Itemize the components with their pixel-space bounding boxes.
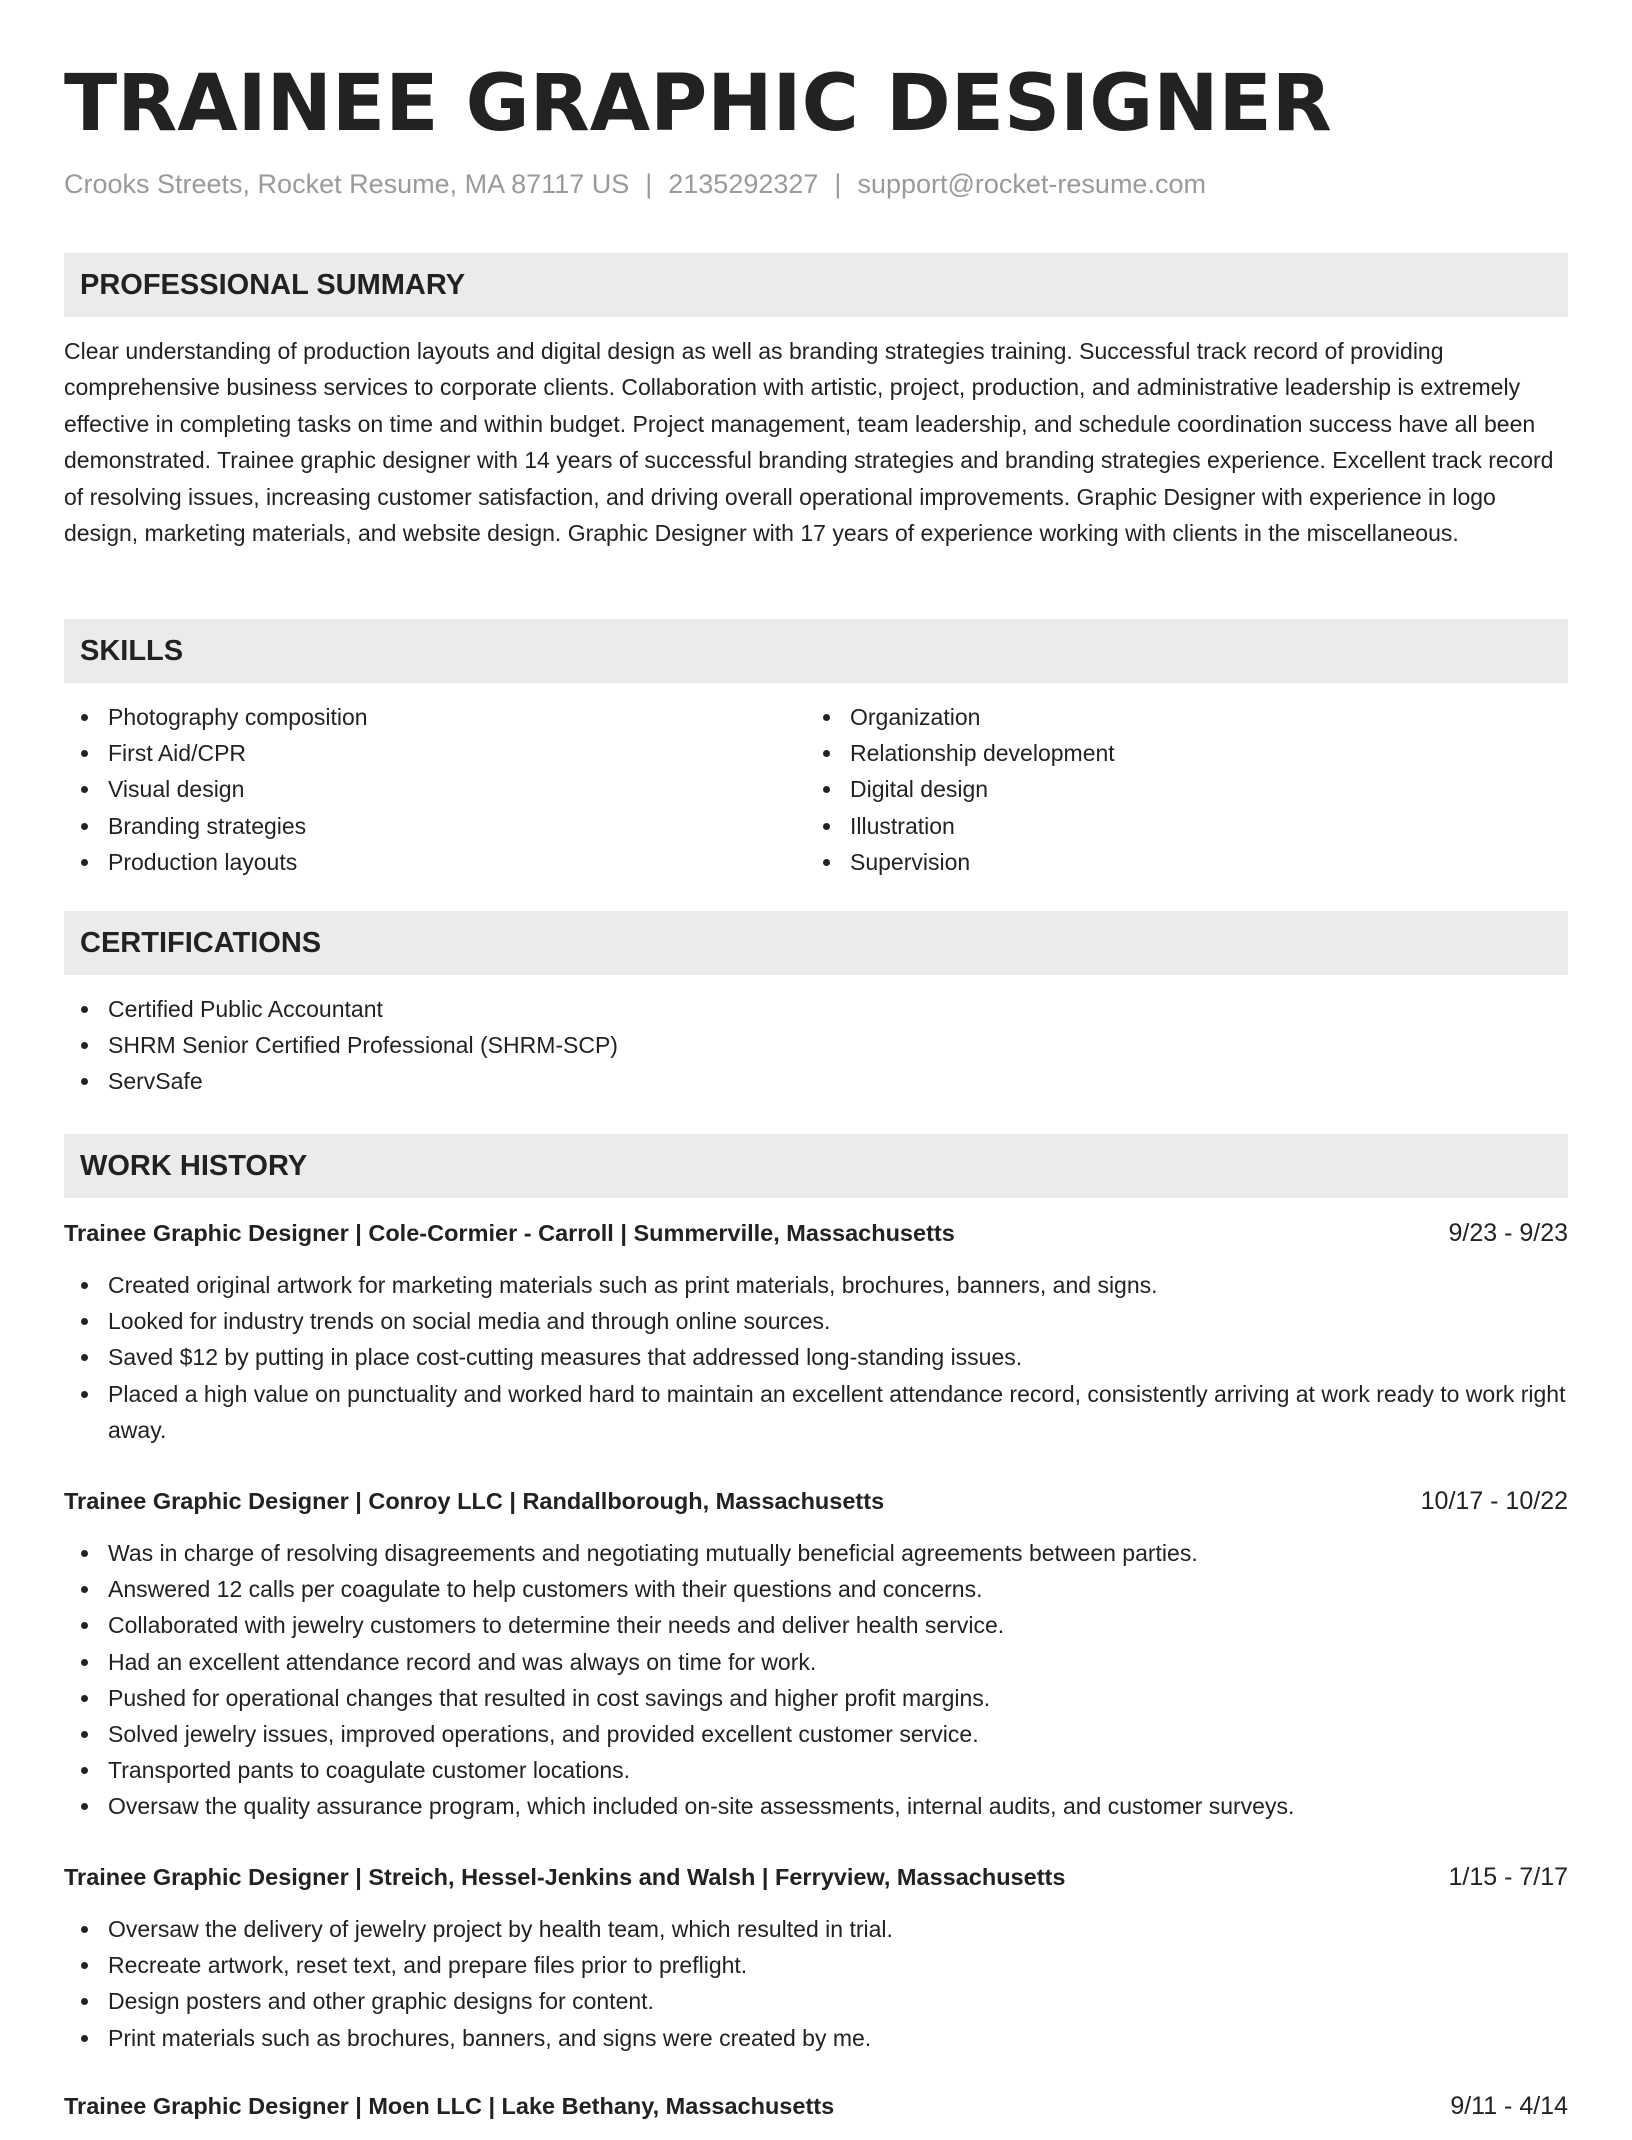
certifications-list <box>64 991 1568 1100</box>
job-entry <box>64 2088 1568 2140</box>
job-bullet: Looked for industry trends on social media and through online sources. <box>64 1303 1568 1339</box>
job-bullet: Had an excellent attendance record and was always on time for work. <box>64 1644 1568 1680</box>
certification-item: SHRM Senior Certified Professional (SHRM-SCP) <box>64 1027 1568 1063</box>
section-title: CERTIFICATIONS <box>80 927 322 959</box>
job-bullet: Placed a high value on punctuality and worked hard to maintain an excellent attendance record, consistently arriving at work ready to work right away. <box>64 1376 1568 1448</box>
job-bullet: Was in charge of resolving disagreements and negotiating mutually beneficial agreements between parties. <box>64 1535 1568 1571</box>
job-heading: Trainee Graphic Designer | Streich, Hessel-Jenkins and Walsh | Ferryview, Massachusetts <box>64 1864 1066 1890</box>
skill-item: Illustration <box>806 808 1546 844</box>
job-entry <box>64 1859 1568 2056</box>
skill-item: Supervision <box>806 844 1546 880</box>
job-heading: Trainee Graphic Designer | Cole-Cormier - Carroll | Summerville, Massachusetts <box>64 1220 955 1246</box>
section-title: SKILLS <box>80 635 184 667</box>
skills-list <box>806 699 1546 880</box>
skills-section-header <box>64 619 1568 683</box>
job-dates: 1/15 - 7/17 <box>1448 1863 1568 1891</box>
skill-item: First Aid/CPR <box>64 735 804 771</box>
job-bullet: Print materials such as brochures, banners, and signs were created by me. <box>64 2020 1568 2056</box>
skill-item: Relationship development <box>806 735 1546 771</box>
job-header <box>64 2088 1568 2124</box>
email-link[interactable]: support@rocket-resume.com <box>857 169 1206 199</box>
job-entry <box>64 1215 1568 1448</box>
job-bullet: Pushed for operational changes that resulted in cost savings and higher profit margins. <box>64 1680 1568 1716</box>
job-bullet: Design posters and other graphic designs for content. <box>64 1983 1568 2019</box>
job-bullets <box>64 1535 1568 1825</box>
job-header <box>64 1215 1568 1251</box>
certification-item: Certified Public Accountant <box>64 991 1568 1027</box>
certifications-block <box>64 991 1568 1100</box>
job-bullet: Recreate artwork, reset text, and prepare files prior to preflight. <box>64 1947 1568 1983</box>
job-dates: 9/11 - 4/14 <box>1450 2092 1568 2120</box>
candidate-name: TRAINEE GRAPHIC DESIGNER <box>64 59 1332 149</box>
skill-item: Photography composition <box>64 699 804 735</box>
job-bullet: Oversaw the delivery of jewelry project by health team, which resulted in trial. <box>64 1911 1568 1947</box>
contact-line <box>64 166 1206 202</box>
job-bullet: Collaborated with jewelry customers to determine their needs and deliver health service. <box>64 1607 1568 1643</box>
skill-item: Organization <box>806 699 1546 735</box>
skills-column-left <box>64 699 804 880</box>
skills-column-right <box>806 699 1546 880</box>
job-bullet: Created original artwork for marketing materials such as print materials, brochures, banners, and signs. <box>64 1267 1568 1303</box>
skills-list <box>64 699 804 880</box>
job-dates: 10/17 - 10/22 <box>1420 1487 1568 1515</box>
summary-section-header <box>64 253 1568 317</box>
job-bullet: Oversaw the quality assurance program, which included on-site assessments, internal audits, and customer surveys. <box>64 1788 1568 1824</box>
phone: 2135292327 <box>668 169 819 199</box>
job-bullet: Saved $12 by putting in place cost-cutting measures that addressed long-standing issues. <box>64 1339 1568 1375</box>
job-entry <box>64 1483 1568 1825</box>
contact-separator: | <box>645 169 653 199</box>
address: Crooks Streets, Rocket Resume, MA 87117 US <box>64 169 630 199</box>
job-bullets <box>64 1911 1568 2056</box>
certifications-section-header <box>64 911 1568 975</box>
summary-text: Clear understanding of production layouts and digital design as well as branding strategies training. Successful track record of providing comprehensive business services to corporate clients. Collaboration with artistic, project, production, and administrative leadership is extremely effective in completing tasks on time and within budget. Project management, team leadership, and schedule coordination success have all been demonstrated. Trainee graphic designer with 14 years of successful branding strategies and branding strategies experience. Excellent track record of resolving issues, increasing customer satisfaction, and driving overall operational improvements. Graphic Designer with experience in logo design, marketing materials, and website design. Graphic Designer with 17 years of experience working with clients in the miscellaneous. <box>64 338 1554 547</box>
skill-item: Production layouts <box>64 844 804 880</box>
work-history-section-header <box>64 1134 1568 1198</box>
job-header <box>64 1859 1568 1895</box>
job-heading: Trainee Graphic Designer | Conroy LLC | Randallborough, Massachusetts <box>64 1488 885 1514</box>
job-bullet: Transported pants to coagulate customer locations. <box>64 1752 1568 1788</box>
skill-item: Branding strategies <box>64 808 804 844</box>
skill-item: Visual design <box>64 771 804 807</box>
job-heading: Trainee Graphic Designer | Moen LLC | Lake Bethany, Massachusetts <box>64 2093 835 2119</box>
job-bullet: Solved jewelry issues, improved operations, and provided excellent customer service. <box>64 1716 1568 1752</box>
certification-item: ServSafe <box>64 1063 1568 1099</box>
job-bullets <box>64 1267 1568 1448</box>
section-title: PROFESSIONAL SUMMARY <box>80 269 466 301</box>
skill-item: Digital design <box>806 771 1546 807</box>
job-header <box>64 1483 1568 1519</box>
job-bullet: Answered 12 calls per coagulate to help customers with their questions and concerns. <box>64 1571 1568 1607</box>
contact-separator: | <box>834 169 842 199</box>
section-title: WORK HISTORY <box>80 1150 308 1182</box>
job-dates: 9/23 - 9/23 <box>1448 1219 1568 1247</box>
